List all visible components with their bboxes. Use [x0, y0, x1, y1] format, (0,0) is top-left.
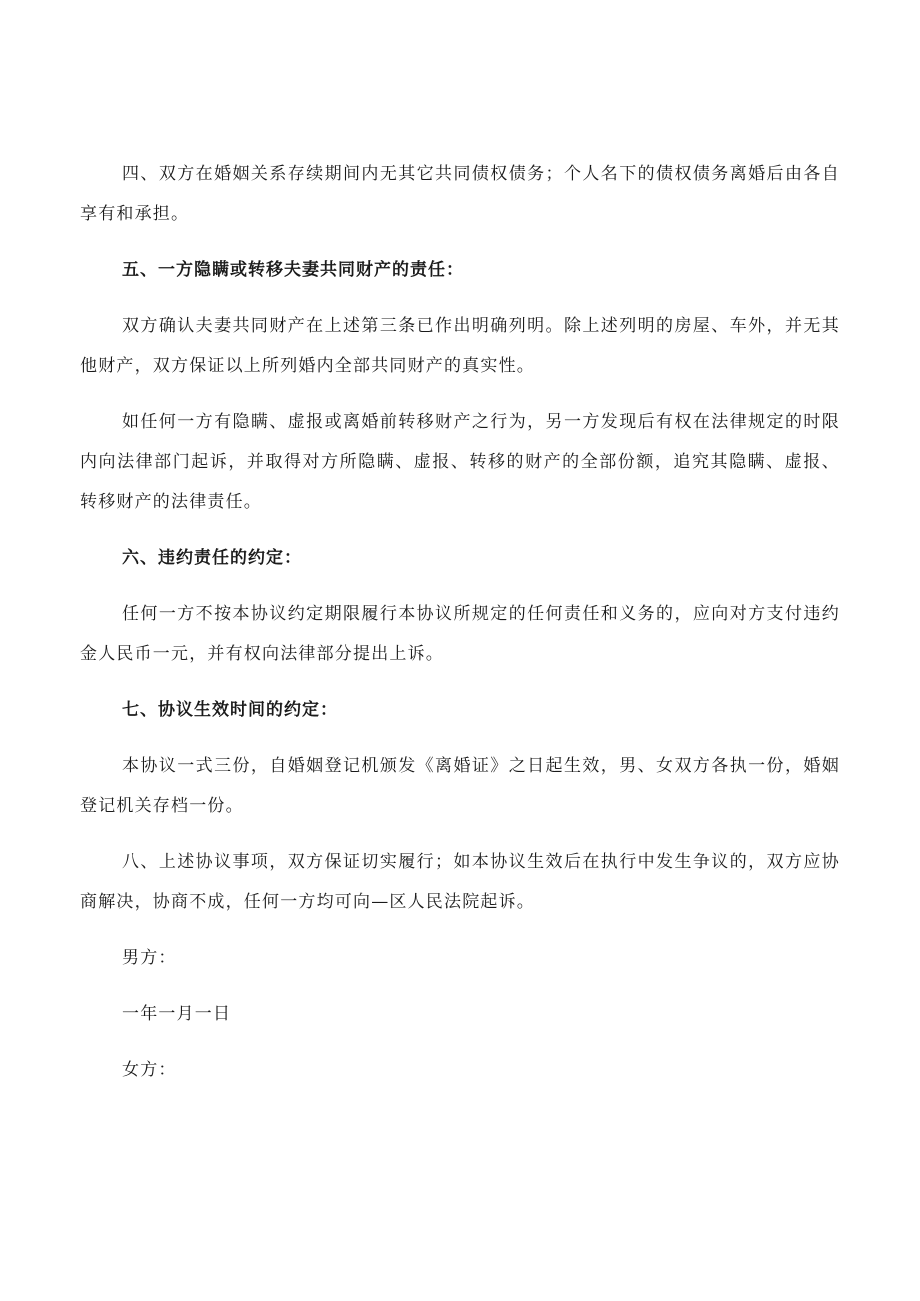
clause-7-paragraph: 本协议一式三份，自婚姻登记机颁发《离婚证》之日起生效，男、女双方各执一份，婚姻登记机关存档一份。 — [80, 756, 840, 816]
male-signature-label: 男方： — [122, 948, 177, 968]
clause-5-paragraph-1: 双方确认夫妻共同财产在上述第三条已作出明确列明。除上述列明的房屋、车外，并无其他财产，双方保证以上所列婚内全部共同财产的真实性。 — [80, 316, 840, 376]
clause-4-paragraph: 四、双方在婚姻关系存续期间内无其它共同债权债务；个人名下的债权债务离婚后由各自享有和承担。 — [80, 164, 840, 224]
clause-5-paragraph-2: 如任何一方有隐瞒、虚报或离婚前转移财产之行为，另一方发现后有权在法律规定的时限内向法律部门起诉，并取得对方所隐瞒、虚报、转移的财产的全部份额，追究其隐瞒、虚报、转移财产的法律责任。 — [80, 412, 840, 512]
clause-6-heading: 六、违约责任的约定： — [122, 548, 302, 568]
clause-8-paragraph: 八、上述协议事项，双方保证切实履行；如本协议生效后在执行中发生争议的，双方应协商解决，协商不成，任何一方均可向—区人民法院起诉。 — [80, 852, 840, 912]
female-signature-label: 女方： — [122, 1060, 177, 1080]
clause-7-heading: 七、协议生效时间的约定： — [122, 700, 338, 720]
clause-5-heading: 五、一方隐瞒或转移夫妻共同财产的责任： — [122, 260, 464, 280]
document-body — [80, 154, 840, 1106]
clause-6-paragraph: 任何一方不按本协议约定期限履行本协议所规定的任何责任和义务的，应向对方支付违约金人民币一元，并有权向法律部分提出上诉。 — [80, 604, 840, 664]
signature-date: 一年一月一日 — [122, 1004, 232, 1024]
